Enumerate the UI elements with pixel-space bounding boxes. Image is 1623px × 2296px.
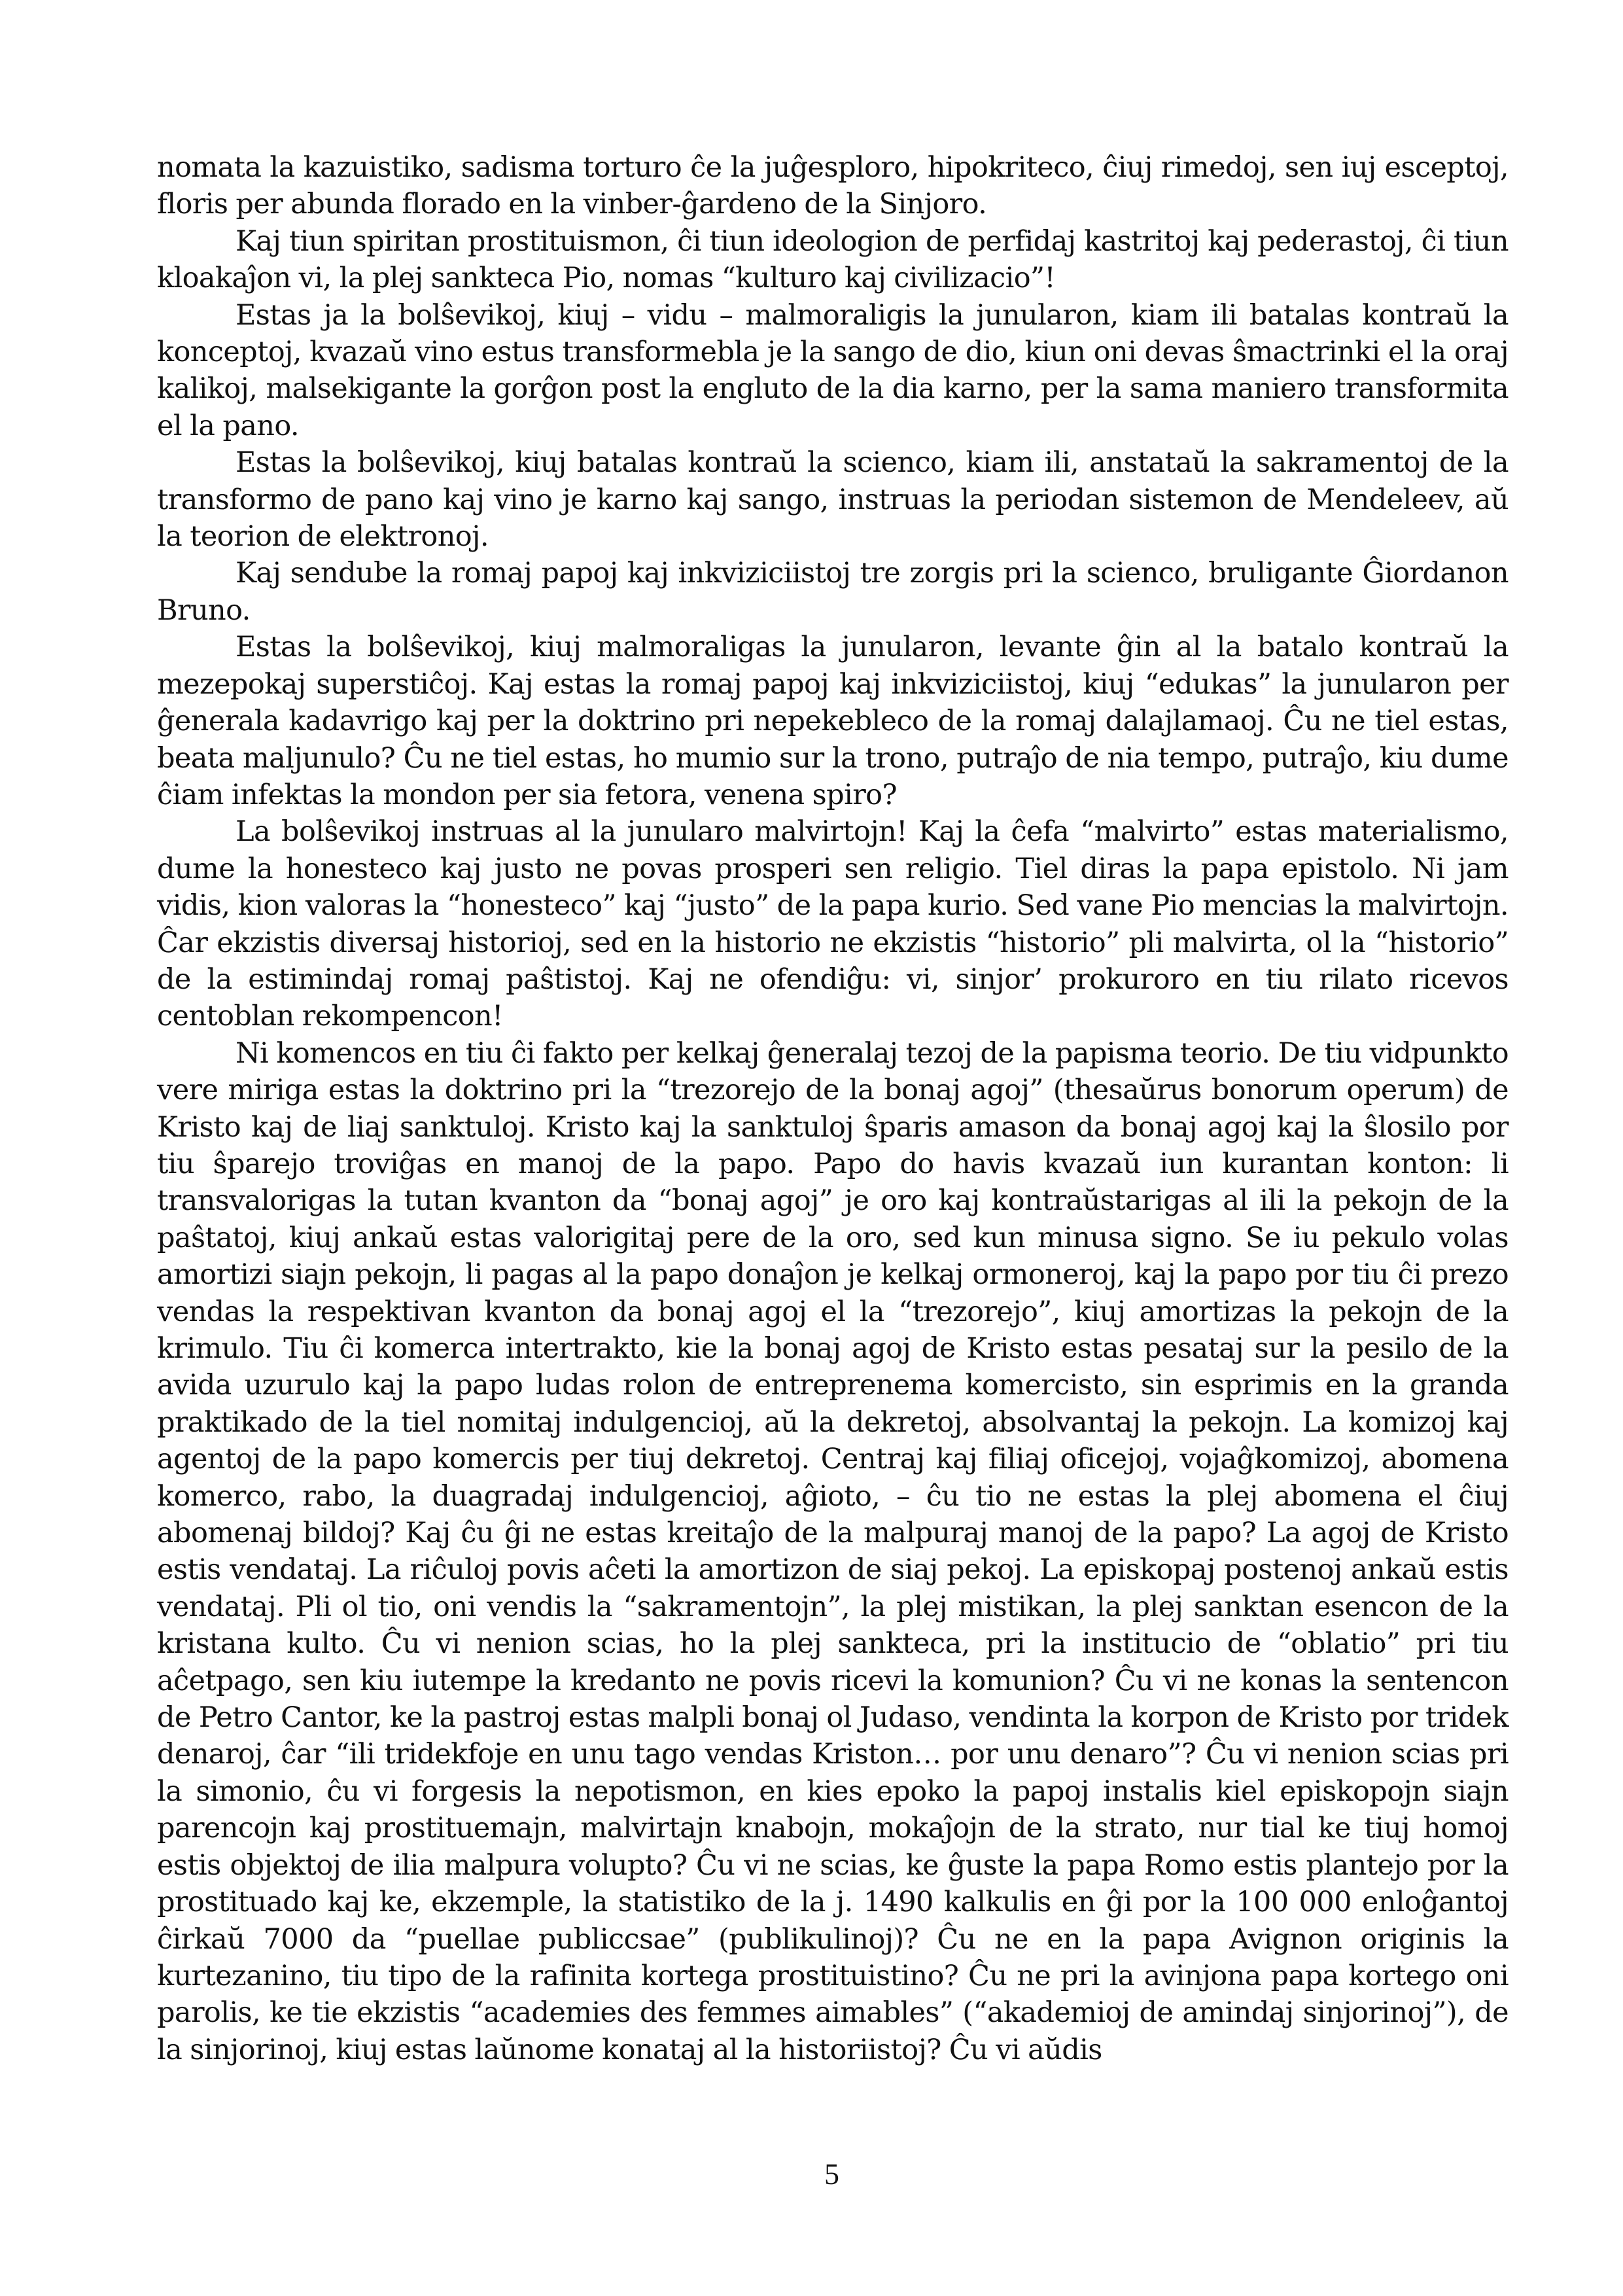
paragraph: Kaj tiun spiritan prostituismon, ĉi tiun ideologion de perfidaj kastritoj kaj pederastoj, ĉi tiun kloakaĵon vi, la plej sankteca Pio, nomas “kulturo kaj civilizacio”! xyxy=(157,224,1509,295)
paragraph: Ni komencos en tiu ĉi fakto per kelkaj ĝeneralaj tezoj de la papisma teorio. De tiu vidpunkto vere miriga estas la doktrino pri la “trezorejo de la bonaj agoj” (thesaŭrus bonorum operum) de Kristo kaj de liaj sanktuloj. Kristo kaj la sanktuloj ŝparis amason da bonaj agoj kaj la ŝlosilo por tiu ŝparejo troviĝas en manoj de la papo. Papo do havis kvazaŭ iun kurantan konton: li transvalorigas la tutan kvanton da “bonaj agoj” je oro kaj kontraŭstarigas al ili la pekojn de la paŝtatoj, kiuj ankaŭ estas valorigitaj pere de la oro, sed kun minusa signo. Se iu pekulo volas amortizi siajn pekojn, li pagas al la papo donaĵon je kelkaj ormoneroj, kaj la papo por tiu ĉi prezo vendas la respektivan kvanton da bonaj agoj el la “trezorejo”, kiuj amortizas la pekojn de la krimulo. Tiu ĉi komerca intertrakto, kie la bonaj agoj de Kristo estas pesataj sur la pesilo de la avida uzurulo kaj la papo ludas rolon de entreprenema komercisto, sin esprimis en la granda praktikado de la tiel nomitaj indulgencioj, aŭ la dekretoj, absolvantaj la pekojn. La komizoj kaj agentoj de la papo komercis per tiuj dekretoj. Centraj kaj filiaj oficejoj, vojaĝkomizoj, abomena komerco, rabo, la duagradaj indulgencioj, aĝioto, – ĉu tio ne estas la plej abomena el ĉiuj abomenaj bildoj? Kaj ĉu ĝi ne estas kreitaĵo de la malpuraj manoj de la papo? La agoj de Kristo estis vendataj. La riĉuloj povis aĉeti la amortizon de siaj pekoj. La episkopaj postenoj ankaŭ estis vendataj. Pli ol tio, oni vendis la “sakramentojn”, la plej mistikan, la plej sanktan esencon de la kristana kulto. Ĉu vi nenion scias, ho la plej sankteca, pri la institucio de “oblatio” pri tiu aĉetpago, sen kiu iutempe la kredanto ne povis ricevi la komunion? Ĉu vi ne konas la sentencon de Petro Cantor, ke la pastroj estas malpli bonaj ol Judaso, vendinta la korpon de Kristo por tridek denaroj, ĉar “ili tridekfoje en unu tago vendas Kriston… por unu denaro”? Ĉu vi nenion scias pri la simonio, ĉu vi forgesis la nepotismon, en kies epoko la papoj instalis kiel episkopojn siajn parencojn kaj prostituemajn, malvirtajn knabojn, mokaĵojn de la strato, nur tial ke tiuj homoj estis objektoj de ilia malpura volupto? Ĉu vi ne scias, ke ĝuste la papa Romo estis plantejo por la prostituado kaj ke, ekzemple, la statistiko de la j. 1490 kalkulis en ĝi por la 100 000 enloĝantoj ĉirkaŭ 7000 da “puellae publiccsae” (publikulinoj)? Ĉu ne en la papa Avignon originis la kurtezanino, tiu tipo de la rafinita kortega prostituistino? Ĉu ne pri la avinjona papa kortego oni parolis, ke tie ekzistis “academies des femmes aimables” (“akademioj de amindaj sinjorinoj”), de la sinjorinoj, kiuj estas laŭnome konataj al la historiistoj? Ĉu vi aŭdis xyxy=(157,1036,1509,2066)
paragraph: La bolŝevikoj instruas al la junularo malvirtojn! Kaj la ĉefa “malvirto” estas materialismo, dume la honesteco kaj justo ne povas prosperi sen religio. Tiel diras la papa epistolo. Ni jam vidis, kion valoras la “honesteco” kaj “justo” de la papa kurio. Sed vane Pio mencias la malvirtojn. Ĉar ekzistis diversaj historioj, sed en la historio ne ekzistis “historio” pli malvirta, ol la “historio” de la estimindaj romaj paŝtistoj. Kaj ne ofendiĝu: vi, sinjor’ prokuroro en tiu rilato ricevos centoblan rekompencon! xyxy=(157,815,1509,1033)
paragraph: Estas la bolŝevikoj, kiuj batalas kontraŭ la scienco, kiam ili, anstataŭ la sakramentoj de la transformo de pano kaj vino je karno kaj sango, instruas la periodan sistemon de Mendeleev, aŭ la teorion de elektronoj. xyxy=(157,446,1509,554)
page-number: 5 xyxy=(824,2157,839,2191)
paragraph: Kaj sendube la romaj papoj kaj inkviziciistoj tre zorgis pri la scienco, bruligante Ĝiordanon Bruno. xyxy=(157,557,1509,627)
paragraph: Estas ja la bolŝevikoj, kiuj – vidu – malmoraligis la junularon, kiam ili batalas kontraŭ la konceptoj, kvazaŭ vino estus transformebla je la sango de dio, kiun oni devas ŝmactrinki el la oraj kalikoj, malsekigante la gorĝon post la engluto de la dia karno, per la sama maniero transformita el la pano. xyxy=(157,298,1509,442)
paragraph: Estas la bolŝevikoj, kiuj malmoraligas la junularon, levante ĝin al la batalo kontraŭ la mezepokaj superstiĉoj. Kaj estas la romaj papoj kaj inkviziciistoj, kiuj “edukas” la junularon per ĝenerala kadavrigo kaj per la doktrino pri nepekebleco de la romaj dalajlamaoj. Ĉu ne tiel estas, beata maljunulo? Ĉu ne tiel estas, ho mumio sur la trono, putraĵo de nia tempo, putraĵo, kiu dume ĉiam infektas la mondon per sia fetora, venena spiro? xyxy=(157,631,1509,811)
paragraph-continued: nomata la kazuistiko, sadisma torturo ĉe la juĝesploro, hipokriteco, ĉiuj rimedoj, sen iuj esceptoj, floris per abunda florado en la vinber-ĝardeno de la Sinjoro. xyxy=(157,151,1509,221)
document-page xyxy=(157,149,1509,2068)
